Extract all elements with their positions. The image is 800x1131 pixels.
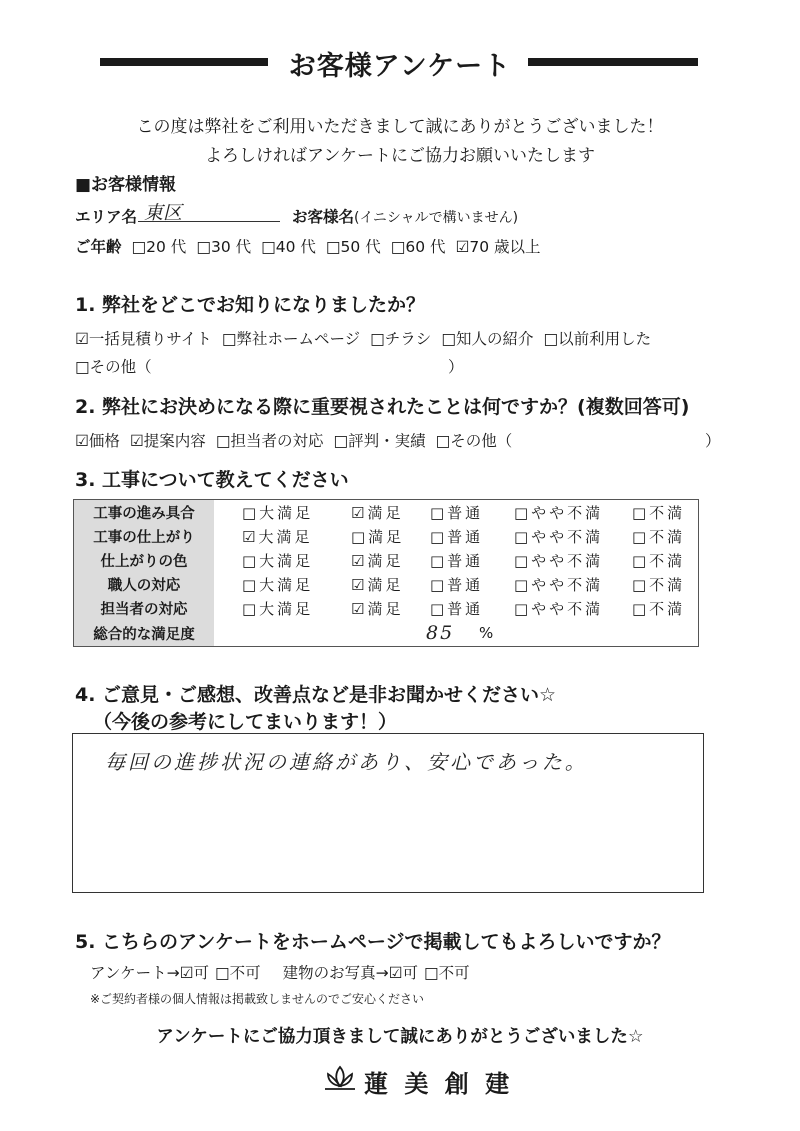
q2-options — [75, 429, 512, 451]
rating-somewhat-dissatisfied[interactable]: □やや不満 — [514, 527, 604, 546]
table-row — [74, 572, 698, 596]
q1-options — [75, 327, 651, 349]
q4-subtitle: （今後の参考にしてまいります！） — [93, 711, 398, 733]
row-label: 仕上がりの色 — [74, 548, 214, 572]
table-row — [74, 500, 698, 524]
photo-publish-label: 建物のお写真→ — [282, 964, 389, 982]
rating-neutral[interactable]: □普通 — [430, 551, 484, 570]
page-title: お客様アンケート — [288, 51, 512, 82]
area-value: 東区 — [144, 202, 183, 224]
rating-dissatisfied[interactable]: □不満 — [632, 527, 686, 546]
q4-title: 4. ご意見・ご感想、改善点など是非お聞かせください☆ — [75, 684, 557, 706]
comment-box[interactable] — [72, 733, 704, 893]
area-field[interactable] — [138, 198, 280, 222]
rating-very-satisfied[interactable]: □大満足 — [242, 503, 314, 522]
photo-publish-yes[interactable]: ☑可 — [388, 964, 419, 982]
q5-title: 5. こちらのアンケートをホームページで掲載してもよろしいですか？ — [75, 931, 671, 953]
rating-dissatisfied[interactable]: □不満 — [632, 503, 686, 522]
q3-title: 3. 工事について教えてください — [75, 469, 349, 491]
rating-satisfied[interactable]: ☑満足 — [351, 551, 404, 570]
comment-text: 毎回の進捗状況の連絡があり、安心であった。 — [105, 750, 588, 774]
rating-satisfied[interactable]: ☑満足 — [351, 503, 404, 522]
intro-line-1: この度は弊社をご利用いただきまして誠にありがとうございました！ — [136, 117, 664, 137]
q1-option-referral[interactable]: □知人の紹介 — [441, 330, 534, 348]
q1-option-other[interactable]: □その他（ — [75, 358, 152, 376]
rating-neutral[interactable]: □普通 — [430, 503, 484, 522]
table-row — [74, 524, 698, 548]
total-unit: % — [479, 624, 497, 642]
name-label: お客様名 — [292, 208, 355, 226]
q5-options — [90, 961, 470, 983]
age-option-50[interactable]: □50 代 — [325, 238, 381, 256]
total-row — [74, 620, 698, 646]
q2-title: 2. 弊社にお決めになる際に重要視されたことは何ですか？(複数回答可) — [75, 396, 690, 418]
q2-other-close: ） — [705, 432, 721, 450]
q1-title: 1. 弊社をどこでお知りになりましたか？ — [75, 294, 426, 316]
rating-very-satisfied[interactable]: □大満足 — [242, 551, 314, 570]
rating-dissatisfied[interactable]: □不満 — [632, 575, 686, 594]
survey-publish-label: アンケート→ — [90, 964, 180, 982]
q1-option-previous[interactable]: □以前利用した — [543, 330, 652, 348]
rating-somewhat-dissatisfied[interactable]: □やや不満 — [514, 599, 604, 618]
age-option-60[interactable]: □60 代 — [390, 238, 446, 256]
satisfaction-table — [73, 499, 699, 647]
lotus-logo-icon — [322, 1064, 358, 1094]
rating-dissatisfied[interactable]: □不満 — [632, 551, 686, 570]
rating-neutral[interactable]: □普通 — [430, 599, 484, 618]
q2-option-price[interactable]: ☑価格 — [75, 432, 120, 450]
company-name: 蓮 美 創 建 — [364, 1070, 514, 1098]
survey-publish-no[interactable]: □不可 — [214, 964, 261, 982]
rating-somewhat-dissatisfied[interactable]: □やや不満 — [514, 575, 604, 594]
age-label: ご年齢 — [75, 238, 122, 256]
photo-publish-no[interactable]: □不可 — [424, 964, 470, 982]
q2-option-other[interactable]: □その他（ — [435, 432, 513, 450]
row-label: 担当者の対応 — [74, 596, 214, 620]
q1-option-flyer[interactable]: □チラシ — [370, 330, 432, 348]
area-label: エリア名 — [75, 208, 138, 226]
rating-somewhat-dissatisfied[interactable]: □やや不満 — [514, 503, 604, 522]
q2-option-proposal[interactable]: ☑提案内容 — [129, 432, 206, 450]
row-label: 工事の進み具合 — [74, 500, 214, 524]
age-option-70[interactable]: ☑70 歳以上 — [455, 238, 541, 256]
row-label: 職人の対応 — [74, 572, 214, 596]
customer-name-field[interactable] — [292, 205, 518, 227]
q2-option-reputation[interactable]: □評判・実績 — [333, 432, 426, 450]
age-option-40[interactable]: □40 代 — [261, 238, 316, 256]
rating-satisfied[interactable]: □満足 — [351, 527, 405, 546]
rating-satisfied[interactable]: ☑満足 — [351, 599, 404, 618]
q1-option-estimate-site[interactable]: ☑一括見積りサイト — [75, 330, 212, 348]
table-row — [74, 548, 698, 572]
total-label: 総合的な満足度 — [74, 620, 214, 646]
rating-very-satisfied[interactable]: □大満足 — [242, 599, 314, 618]
customer-section-title: ■お客様情報 — [75, 175, 177, 195]
name-note: (イニシャルで構いません) — [354, 210, 519, 226]
q2-option-staff[interactable]: □担当者の対応 — [215, 432, 324, 450]
privacy-note: ※ご契約者様の個人情報は掲載致しませんのでご安心ください — [90, 992, 425, 1006]
age-option-20[interactable]: □20 代 — [131, 238, 187, 256]
age-row — [75, 235, 541, 257]
rating-dissatisfied[interactable]: □不満 — [632, 599, 686, 618]
rating-neutral[interactable]: □普通 — [430, 575, 484, 594]
row-label: 工事の仕上がり — [74, 524, 214, 548]
q1-other-close: ） — [448, 358, 464, 376]
rating-very-satisfied[interactable]: ☑大満足 — [242, 527, 313, 546]
table-row — [74, 596, 698, 620]
rating-neutral[interactable]: □普通 — [430, 527, 484, 546]
rating-somewhat-dissatisfied[interactable]: □やや不満 — [514, 551, 604, 570]
total-value[interactable]: 85 — [426, 622, 455, 644]
q1-option-homepage[interactable]: □弊社ホームページ — [221, 330, 361, 348]
rating-very-satisfied[interactable]: □大満足 — [242, 575, 314, 594]
survey-publish-yes[interactable]: ☑可 — [179, 964, 209, 982]
intro-line-2: よろしければアンケートにご協力お願いいたします — [205, 146, 595, 166]
rating-satisfied[interactable]: ☑満足 — [351, 575, 404, 594]
age-option-30[interactable]: □30 代 — [196, 238, 252, 256]
thanks-message: アンケートにご協力頂きまして誠にありがとうございました☆ — [156, 1027, 644, 1047]
